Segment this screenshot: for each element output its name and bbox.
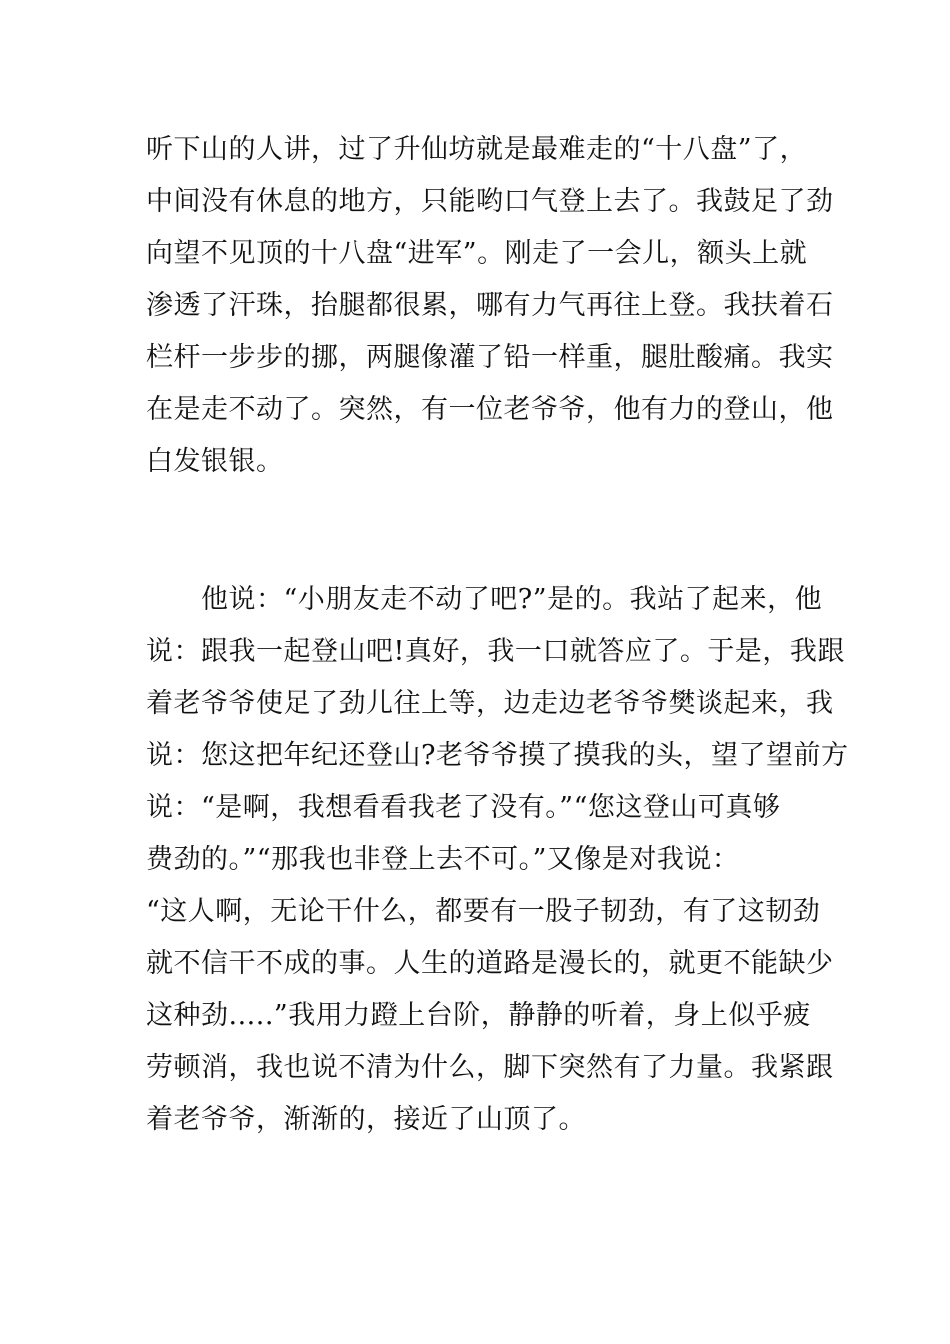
- paragraph-line: 白发银银。: [146, 446, 284, 477]
- paragraph-line: 他说：“小朋友走不动了吧?”是的。我站了起来，他: [146, 584, 823, 615]
- paragraph-line: 这种劲.....”我用力蹬上台阶，静静的听着，身上似乎疲: [146, 1000, 811, 1031]
- paragraph-line: 劳顿消，我也说不清为什么，脚下突然有了力量。我紧跟: [146, 1052, 834, 1083]
- paragraph-line: 向望不见顶的十八盘“进军”。刚走了一会儿，额头上就: [146, 238, 808, 269]
- paragraph-line: 渗透了汗珠，抬腿都很累，哪有力气再往上登。我扶着石: [146, 290, 834, 321]
- paragraph-line: 说：“是啊，我想看看我老了没有。”“您这登山可真够: [146, 792, 781, 823]
- paragraph-line: 栏杆一步步的挪，两腿像灌了铅一样重，腿肚酸痛。我实: [146, 342, 834, 373]
- paragraph-line: 就不信干不成的事。人生的道路是漫长的，就更不能缺少: [146, 948, 834, 979]
- paragraph-2: [146, 574, 849, 1146]
- paragraph-line: 着老爷爷使足了劲儿往上等，边走边老爷爷樊谈起来，我: [146, 688, 834, 719]
- paragraph-line: 在是走不动了。突然，有一位老爷爷，他有力的登山，他: [146, 394, 834, 425]
- paragraph-line: 听下山的人讲，过了升仙坊就是最难走的“十八盘”了，: [146, 134, 808, 165]
- paragraph-line: 费劲的。”“那我也非登上去不可。”又像是对我说：: [146, 844, 740, 875]
- paragraph-line: “这人啊，无论干什么，都要有一股子韧劲，有了这韧劲: [146, 896, 821, 927]
- paragraph-line: 说：您这把年纪还登山?老爷爷摸了摸我的头，望了望前方: [146, 740, 849, 771]
- paragraph-line: 着老爷爷，渐渐的，接近了山顶了。: [146, 1104, 586, 1135]
- paragraph-line: 说：跟我一起登山吧!真好，我一口就答应了。于是，我跟: [146, 636, 845, 667]
- paragraph-1: [146, 124, 834, 488]
- paragraph-line: 中间没有休息的地方，只能哟口气登上去了。我鼓足了劲: [146, 186, 834, 217]
